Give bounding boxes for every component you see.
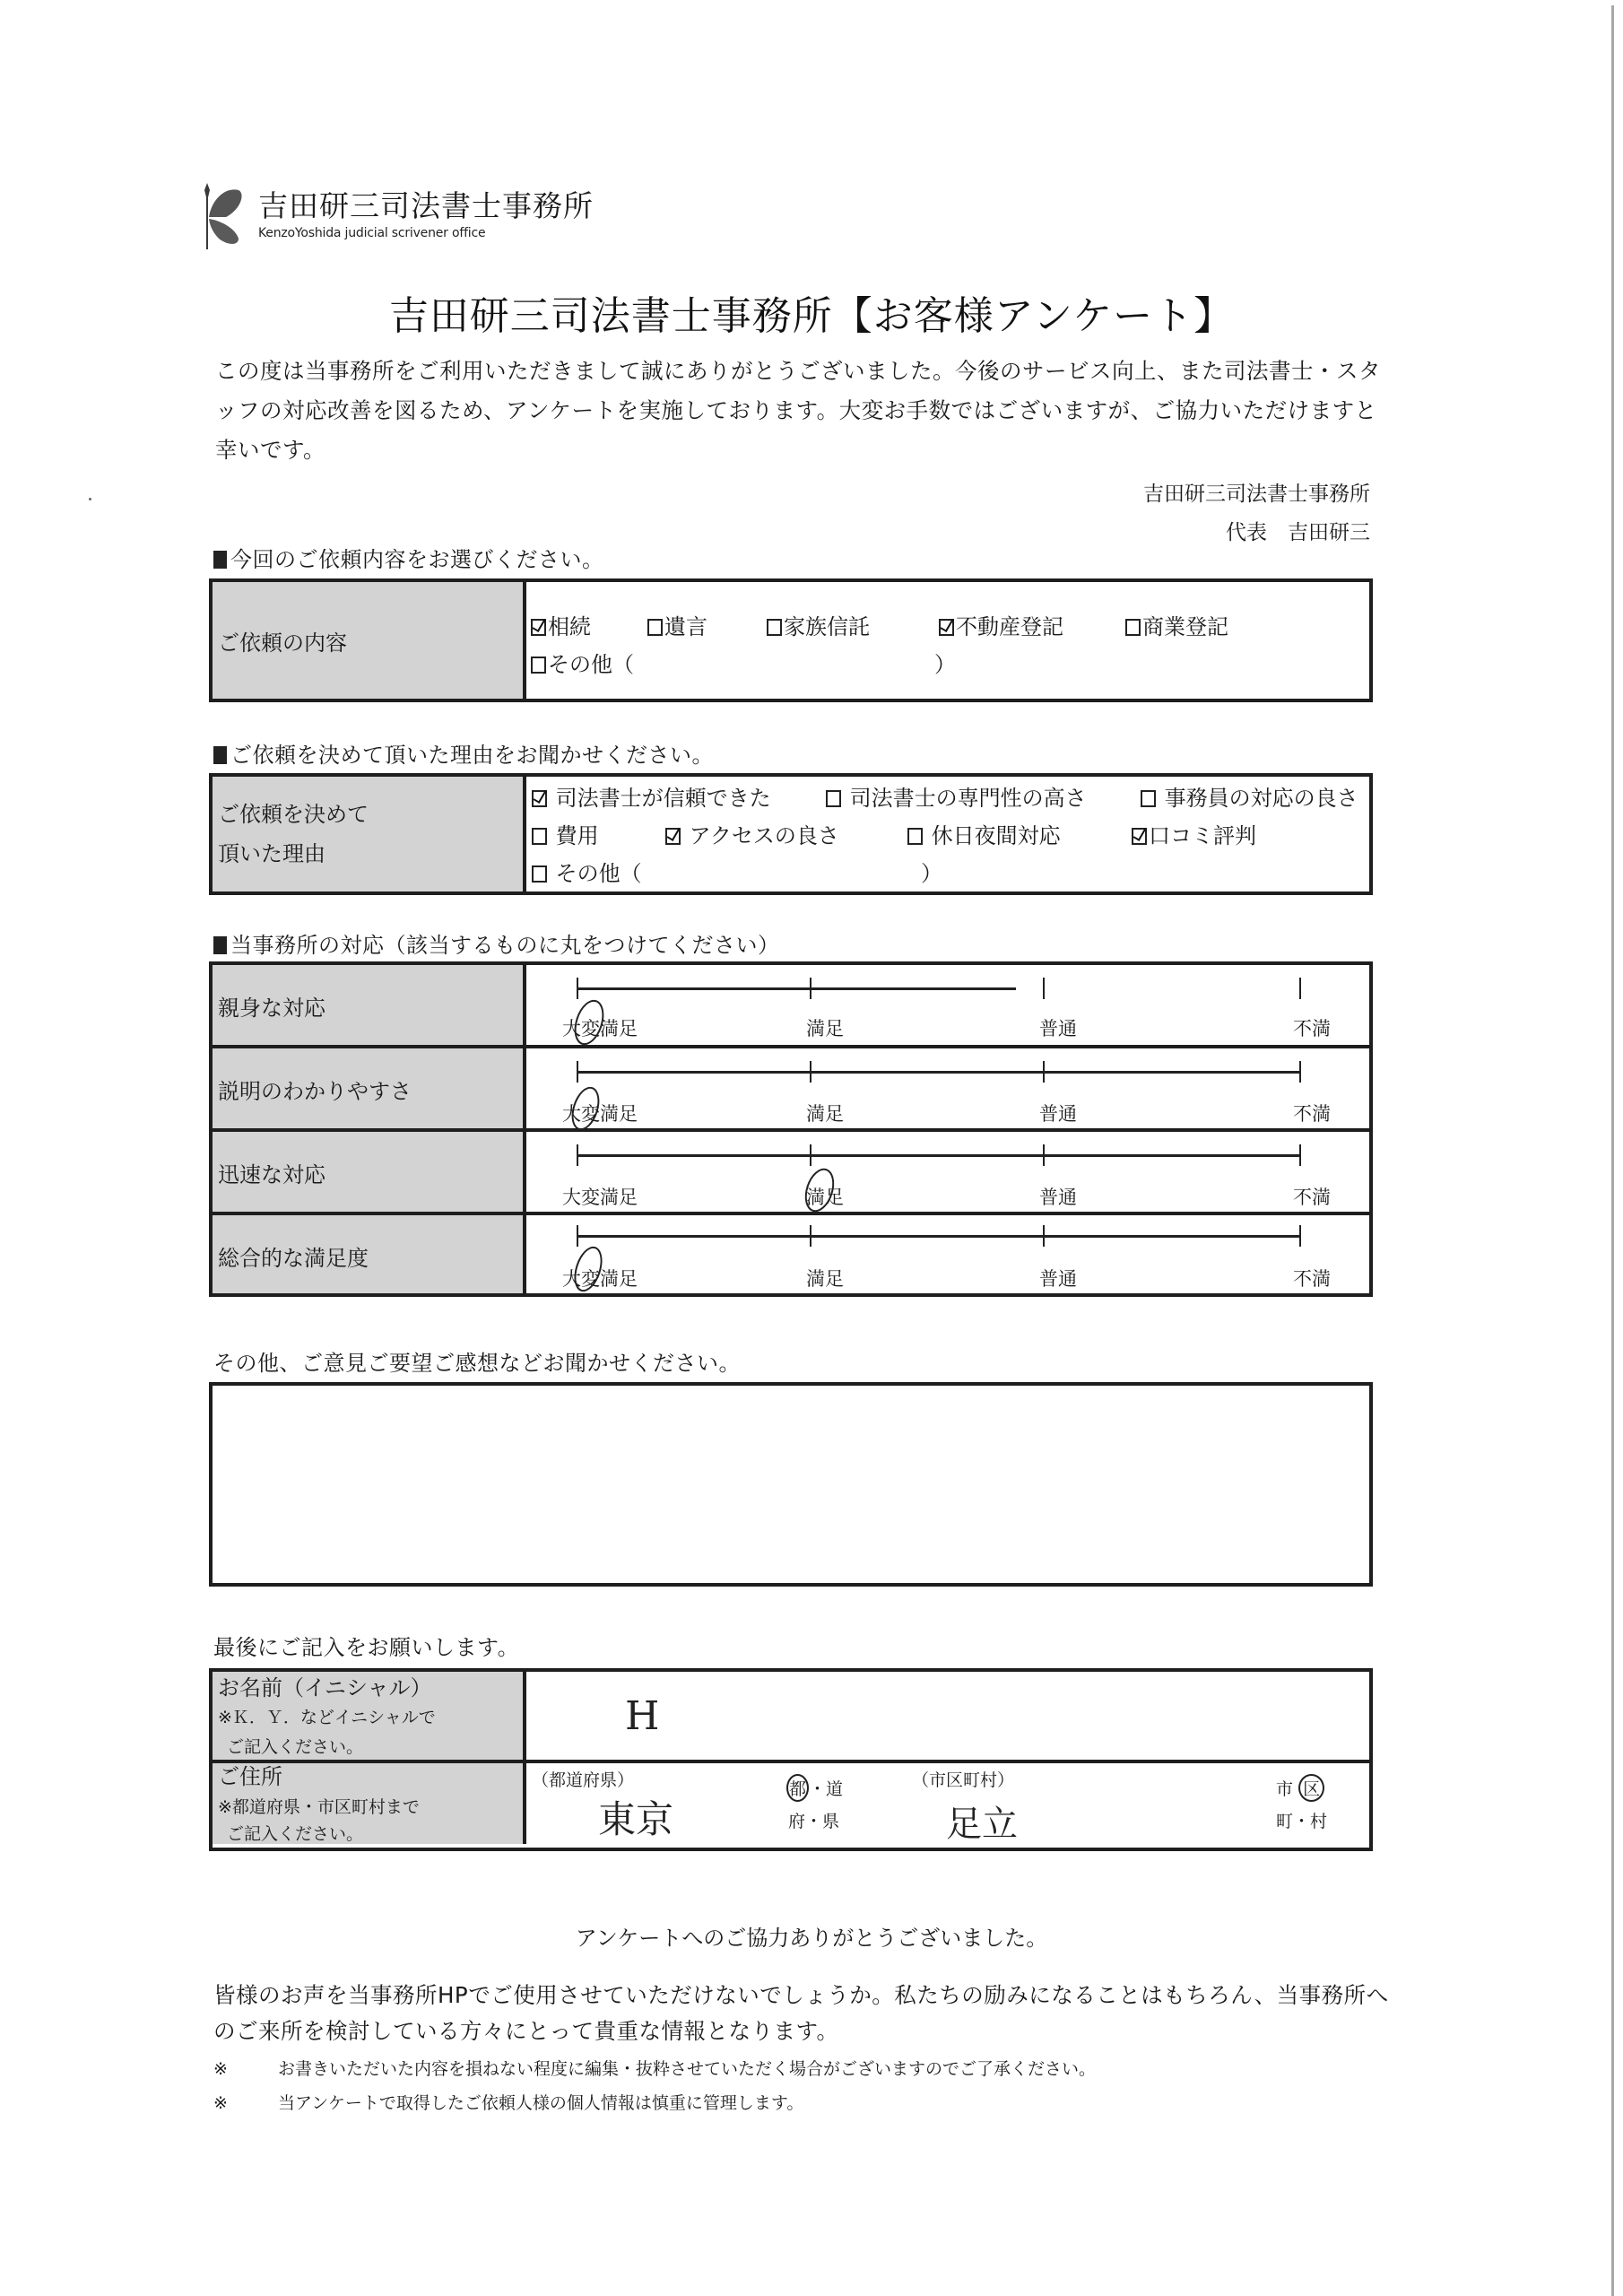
checkbox-checked-icon[interactable] xyxy=(665,828,681,845)
rating-scale[interactable] xyxy=(526,1048,1369,1128)
other-close-paren: ） xyxy=(934,652,956,677)
scale-very-satisfied[interactable]: 大変満足 xyxy=(562,1103,638,1125)
checkbox-icon[interactable] xyxy=(532,865,547,883)
reason-table xyxy=(209,773,1373,895)
scale-neutral[interactable]: 普通 xyxy=(1039,1268,1077,1290)
scale-satisfied[interactable]: 満足 xyxy=(806,1103,844,1125)
address-input[interactable] xyxy=(526,1763,1369,1844)
prefecture-value: 東京 xyxy=(598,1797,674,1841)
rating-row xyxy=(213,1045,1369,1128)
final-heading: 最後にご記入をお願いします。 xyxy=(213,1635,520,1660)
city-value: 足立 xyxy=(946,1804,1018,1845)
request-type-table xyxy=(209,578,1373,702)
reason-cost[interactable]: 費用 xyxy=(532,818,599,849)
rating-row xyxy=(213,965,1369,1045)
rating-label: 親身な対応 xyxy=(213,965,526,1045)
reason-label: ご依頼を決めて 頂いた理由 xyxy=(213,777,526,891)
prefecture-suffix-top[interactable]: 都 ・道 xyxy=(786,1774,843,1802)
city-label: （市区町村） xyxy=(912,1770,1015,1790)
rating-scale[interactable] xyxy=(526,1132,1369,1212)
scale-very-satisfied[interactable]: 大変満足 xyxy=(562,1268,638,1290)
checkbox-icon[interactable] xyxy=(647,619,663,636)
reason-holiday-night[interactable]: 休日夜間対応 xyxy=(907,818,1061,849)
checkbox-icon[interactable] xyxy=(767,619,782,636)
section2-heading: ご依頼を決めて頂いた理由をお聞かせください。 xyxy=(213,737,714,769)
scale-dissatisfied[interactable]: 不満 xyxy=(1293,1187,1331,1208)
scale-neutral[interactable]: 普通 xyxy=(1039,1103,1077,1125)
checkbox-icon[interactable] xyxy=(531,657,546,674)
prefecture-label: （都道府県） xyxy=(532,1770,635,1790)
reason-trustworthy[interactable]: 司法書士が信頼できた xyxy=(532,780,771,812)
section3-heading: 当事務所の対応（該当するものに丸をつけてください） xyxy=(213,927,780,959)
checkbox-icon[interactable] xyxy=(532,828,547,845)
rating-table xyxy=(209,961,1373,1297)
other-close-paren: ） xyxy=(921,861,942,886)
reason-staff[interactable]: 事務員の対応の良さ xyxy=(1141,780,1358,812)
page-title: 吉田研三司法書士事務所【お客様アンケート】 xyxy=(388,293,1235,339)
comments-heading: その他、ご意見ご要望ご感想などお聞かせください。 xyxy=(213,1351,741,1376)
checkbox-checked-icon[interactable] xyxy=(531,619,546,636)
rating-row xyxy=(213,1212,1369,1293)
option-inheritance[interactable]: 相続 xyxy=(531,609,591,640)
scale-neutral[interactable]: 普通 xyxy=(1039,1187,1077,1208)
office-name-jp: 吉田研三司法書士事務所 xyxy=(258,188,594,223)
request-type-label: ご依頼の内容 xyxy=(213,582,526,699)
city-suffix-bottom[interactable]: 町・村 xyxy=(1276,1812,1328,1831)
name-value: H xyxy=(625,1693,660,1739)
contact-table xyxy=(209,1668,1373,1851)
rating-label: 説明のわかりやすさ xyxy=(213,1048,526,1128)
office-name-en: KenzoYoshida judicial scrivener office xyxy=(258,226,486,240)
footnote: ※ 当アンケートで取得したご依頼人様の個人情報は慎重に管理します。 xyxy=(213,2093,804,2113)
scale-neutral[interactable]: 普通 xyxy=(1039,1018,1077,1039)
reason-expertise[interactable]: 司法書士の専門性の高さ xyxy=(826,780,1087,812)
checkbox-checked-icon[interactable] xyxy=(1132,828,1147,845)
prefecture-suffix-bottom[interactable]: 府・県 xyxy=(788,1812,840,1831)
intro-paragraph: この度は当事務所をご利用いただきまして誠にありがとうございました。今後のサービス向上、また司法書士・スタッフの対応改善を図るため、アンケートを実施しております。大変お手数ではございますが、ご協力いただけますと幸いです。 xyxy=(215,358,1381,463)
option-commercial-registration[interactable]: 商業登記 xyxy=(1125,609,1228,640)
square-bullet-icon xyxy=(213,551,227,569)
rating-scale[interactable] xyxy=(526,1215,1369,1293)
option-family-trust[interactable]: 家族信託 xyxy=(767,609,870,640)
request-type-options xyxy=(526,582,1369,699)
scale-satisfied[interactable]: 満足 xyxy=(806,1268,844,1290)
checkbox-icon[interactable] xyxy=(907,828,923,845)
option-other[interactable]: その他（ xyxy=(531,647,634,678)
option-real-estate-registration[interactable]: 不動産登記 xyxy=(939,609,1063,640)
checkbox-checked-icon[interactable] xyxy=(532,790,547,807)
section1-heading: 今回のご依頼内容をお選びください。 xyxy=(213,542,604,573)
scale-very-satisfied[interactable]: 大変満足 xyxy=(562,1018,638,1039)
checkbox-icon[interactable] xyxy=(1125,619,1141,636)
address-label: ご住所 ※都道府県・市区町村まで ご記入ください。 xyxy=(213,1763,526,1844)
reason-other[interactable]: その他（ xyxy=(532,856,642,887)
rating-row xyxy=(213,1128,1369,1212)
checkbox-icon[interactable] xyxy=(1141,790,1156,807)
reason-access[interactable]: アクセスの良さ xyxy=(665,818,839,849)
footnote: ※ お書きいただいた内容を損ねない程度に編集・抜粋させていただく場合がございますのでご了承ください。 xyxy=(213,2059,1097,2079)
scan-edge-line xyxy=(1611,5,1614,2296)
scale-dissatisfied[interactable]: 不満 xyxy=(1293,1268,1331,1290)
option-will[interactable]: 遺言 xyxy=(647,609,707,640)
scale-very-satisfied[interactable]: 大変満足 xyxy=(562,1187,638,1208)
checkbox-checked-icon[interactable] xyxy=(939,619,954,636)
scale-satisfied[interactable]: 満足 xyxy=(806,1018,844,1039)
name-input[interactable] xyxy=(526,1672,1369,1760)
selected-ku-circle: 区 xyxy=(1298,1774,1324,1802)
scale-satisfied[interactable]: 満足 xyxy=(806,1187,844,1208)
rating-label: 総合的な満足度 xyxy=(213,1215,526,1293)
rating-scale[interactable] xyxy=(526,965,1369,1045)
office-logo xyxy=(199,181,594,253)
comments-textarea[interactable] xyxy=(209,1382,1373,1587)
name-label: お名前（イニシャル） ※Ｋ．Ｙ．などイニシャルで ご記入ください。 xyxy=(213,1672,526,1760)
closing-paragraph: 皆様のお声を当事務所HPでご使用させていただけないでしょうか。私たちの励みになることはもちろん、当事務所へのご来所を検討している方々にとって貴重な情報となります。 xyxy=(213,1982,1389,2044)
reason-reviews[interactable]: 口コミ評判 xyxy=(1132,818,1256,849)
scale-dissatisfied[interactable]: 不満 xyxy=(1293,1103,1331,1125)
scan-speck xyxy=(89,498,91,500)
signature-representative: 代表 吉田研三 xyxy=(1226,521,1370,544)
square-bullet-icon xyxy=(213,936,227,954)
reason-options xyxy=(526,777,1369,891)
signature-office: 吉田研三司法書士事務所 xyxy=(1143,483,1370,506)
butterfly-k-logo-icon xyxy=(199,181,246,253)
scale-dissatisfied[interactable]: 不満 xyxy=(1293,1018,1331,1039)
city-suffix-top[interactable]: 市 区 xyxy=(1276,1774,1324,1802)
thanks-message: アンケートへのご協力ありがとうございました。 xyxy=(575,1926,1048,1951)
checkbox-icon[interactable] xyxy=(826,790,841,807)
square-bullet-icon xyxy=(213,746,227,764)
rating-label: 迅速な対応 xyxy=(213,1132,526,1212)
selected-to-circle: 都 xyxy=(786,1774,809,1802)
